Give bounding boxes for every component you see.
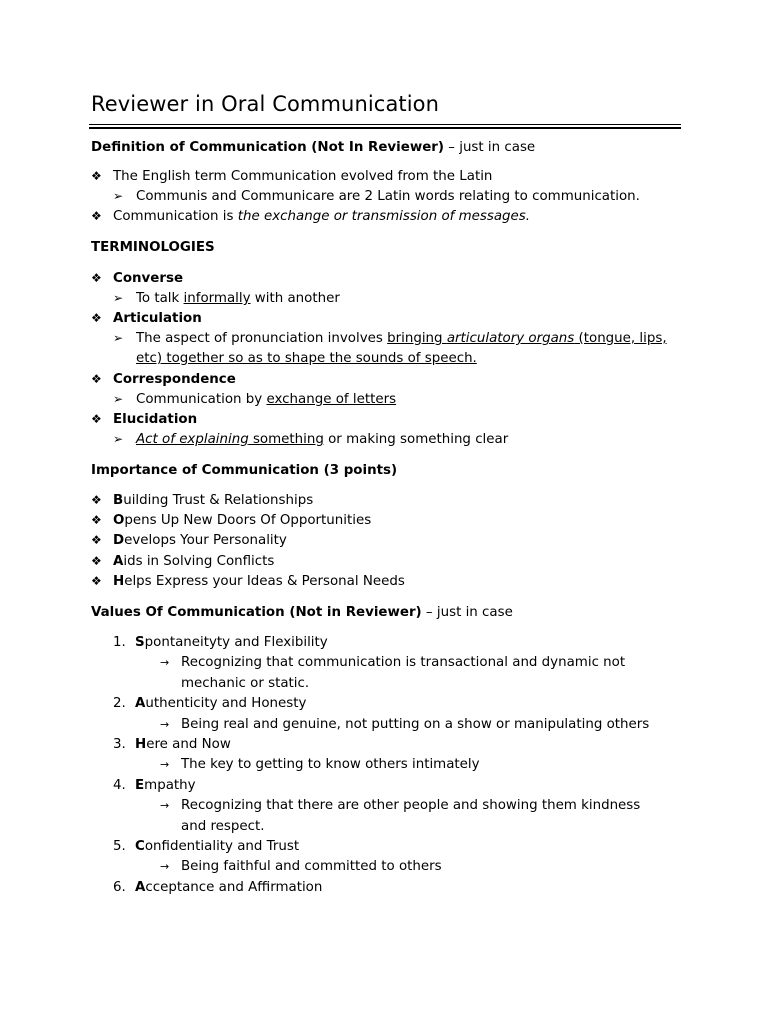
importance-item [113,492,313,509]
values-heading [91,604,513,621]
values-heading-bold: Values Of Communication (Not in Reviewer) [91,605,422,620]
value-label [135,695,306,712]
value-label-rest: onfidentiality and Trust [144,839,300,854]
value-label [135,777,196,794]
articulation-def-underlined-italic: articulatory organs [446,331,575,346]
value-label-rest: uthenticity and Honesty [145,696,307,712]
value-number: 5. [113,839,126,854]
value-label [135,634,328,651]
definition-heading-bold: Definition of Communication (Not In Reviewer) [91,140,445,155]
articulation-def-underlined-1: bringing [387,331,447,346]
chevron-bullet-icon: ➢ [113,331,124,345]
elucidation-def-underlined: something [248,432,324,447]
articulation-def-underlined-2: (tongue, lips, [574,331,667,346]
value-description: Recognizing that communication is transactional and dynamic not [181,655,626,671]
diamond-bullet-icon: ❖ [91,553,102,568]
value-label-initial: S [135,635,145,650]
diamond-bullet-icon: ❖ [91,209,102,223]
arrow-right-icon: → [160,758,170,772]
value-label-rest: cceptance and Affirmation [145,879,323,895]
articulation-def-pre: The aspect of pronunciation involves [136,331,388,346]
diamond-bullet-icon: ❖ [91,533,102,548]
value-number: 6. [113,879,126,895]
converse-def-post: with another [250,291,340,306]
importance-item-initial: H [113,573,125,589]
value-description: Recognizing that there are other people and showing them kindness [181,798,641,814]
title-rule-thick [89,127,681,129]
value-label-rest: ere and Now [146,737,231,752]
value-label-initial: C [135,839,145,854]
importance-item-initial: D [113,533,125,549]
chevron-bullet-icon: ➢ [113,189,124,203]
importance-item-rest: elps Express your Ideas & Personal Needs [124,573,405,589]
converse-def-underlined: informally [183,291,251,306]
importance-item-rest: evelops Your Personality [124,533,287,549]
elucidation-def-post: or making something clear [323,432,509,447]
importance-item-initial: O [113,513,125,529]
diamond-bullet-icon: ❖ [91,412,102,426]
diamond-bullet-icon: ❖ [91,372,102,386]
importance-item [113,573,405,590]
definition-heading [91,139,535,156]
chevron-bullet-icon: ➢ [113,392,124,406]
value-description-continued: mechanic or static. [181,675,310,691]
arrow-right-icon: → [160,717,170,731]
arrow-right-icon: → [160,799,170,813]
definition-bullet-2-italic: the exchange or transmission of messages. [237,209,531,224]
value-label-initial: E [135,777,145,793]
value-description: The key to getting to know others intimately [181,757,480,773]
diamond-bullet-icon: ❖ [91,169,102,183]
chevron-bullet-icon: ➢ [113,291,124,305]
value-label [135,736,231,753]
definition-heading-rest: – just in case [444,140,536,155]
arrow-right-icon: → [160,860,170,874]
term-elucidation-def [136,431,508,448]
importance-item-initial: B [113,493,124,508]
value-description: Being faithful and committed to others [181,859,442,875]
diamond-bullet-icon: ❖ [91,311,102,325]
term-converse-def [136,290,340,307]
elucidation-def-italic: Act of explaining [136,432,249,447]
converse-def-pre: To talk [136,291,184,306]
value-description-continued: and respect. [181,818,265,834]
value-description: Being real and genuine, not putting on a show or manipulating others [181,716,650,732]
correspondence-def-pre: Communication by [136,392,267,407]
values-heading-rest: – just in case [421,605,513,620]
value-number: 4. [113,777,126,793]
value-label-initial: A [135,696,146,712]
arrow-right-icon: → [160,656,170,670]
diamond-bullet-icon: ❖ [91,271,102,285]
title-rule-thin [89,124,681,125]
term-elucidation: Elucidation [113,412,198,427]
term-articulation-def [136,330,667,347]
term-converse: Converse [113,271,184,286]
importance-item-rest: pens Up New Doors Of Opportunities [124,513,372,529]
importance-heading: Importance of Communication (3 points) [91,463,398,478]
importance-item-rest: uilding Trust & Relationships [123,493,314,508]
term-correspondence: Correspondence [113,372,236,387]
importance-item [113,532,287,549]
diamond-bullet-icon: ❖ [91,513,102,528]
value-number: 2. [113,696,126,712]
value-number: 3. [113,737,126,752]
importance-item-rest: ids in Solving Conflicts [123,553,275,569]
chevron-bullet-icon: ➢ [113,432,124,446]
definition-bullet-1: The English term Communication evolved from the Latin [113,169,493,184]
importance-item [113,512,371,529]
importance-item [113,553,274,570]
term-articulation-def-line2: etc) together so as to shape the sounds of speech. [136,351,477,366]
value-label-rest: pontaneityty and Flexibility [144,635,328,650]
value-label-initial: H [135,737,147,752]
value-number: 1. [113,635,126,650]
term-articulation: Articulation [113,311,202,326]
page-title: Reviewer in Oral Communication [91,92,440,116]
terminologies-heading: TERMINOLOGIES [91,240,215,255]
value-label [135,879,322,896]
definition-bullet-2-pre: Communication is [113,209,238,224]
definition-bullet-2 [113,208,530,225]
diamond-bullet-icon: ❖ [91,573,102,588]
correspondence-def-underlined: exchange of letters [266,392,397,407]
value-label [135,838,299,855]
value-label-initial: A [135,879,146,895]
diamond-bullet-icon: ❖ [91,493,102,507]
value-label-rest: mpathy [144,777,196,793]
importance-item-initial: A [113,553,124,569]
term-correspondence-def [136,391,396,408]
definition-bullet-1-sub: Communis and Communicare are 2 Latin words relating to communication. [136,189,640,204]
